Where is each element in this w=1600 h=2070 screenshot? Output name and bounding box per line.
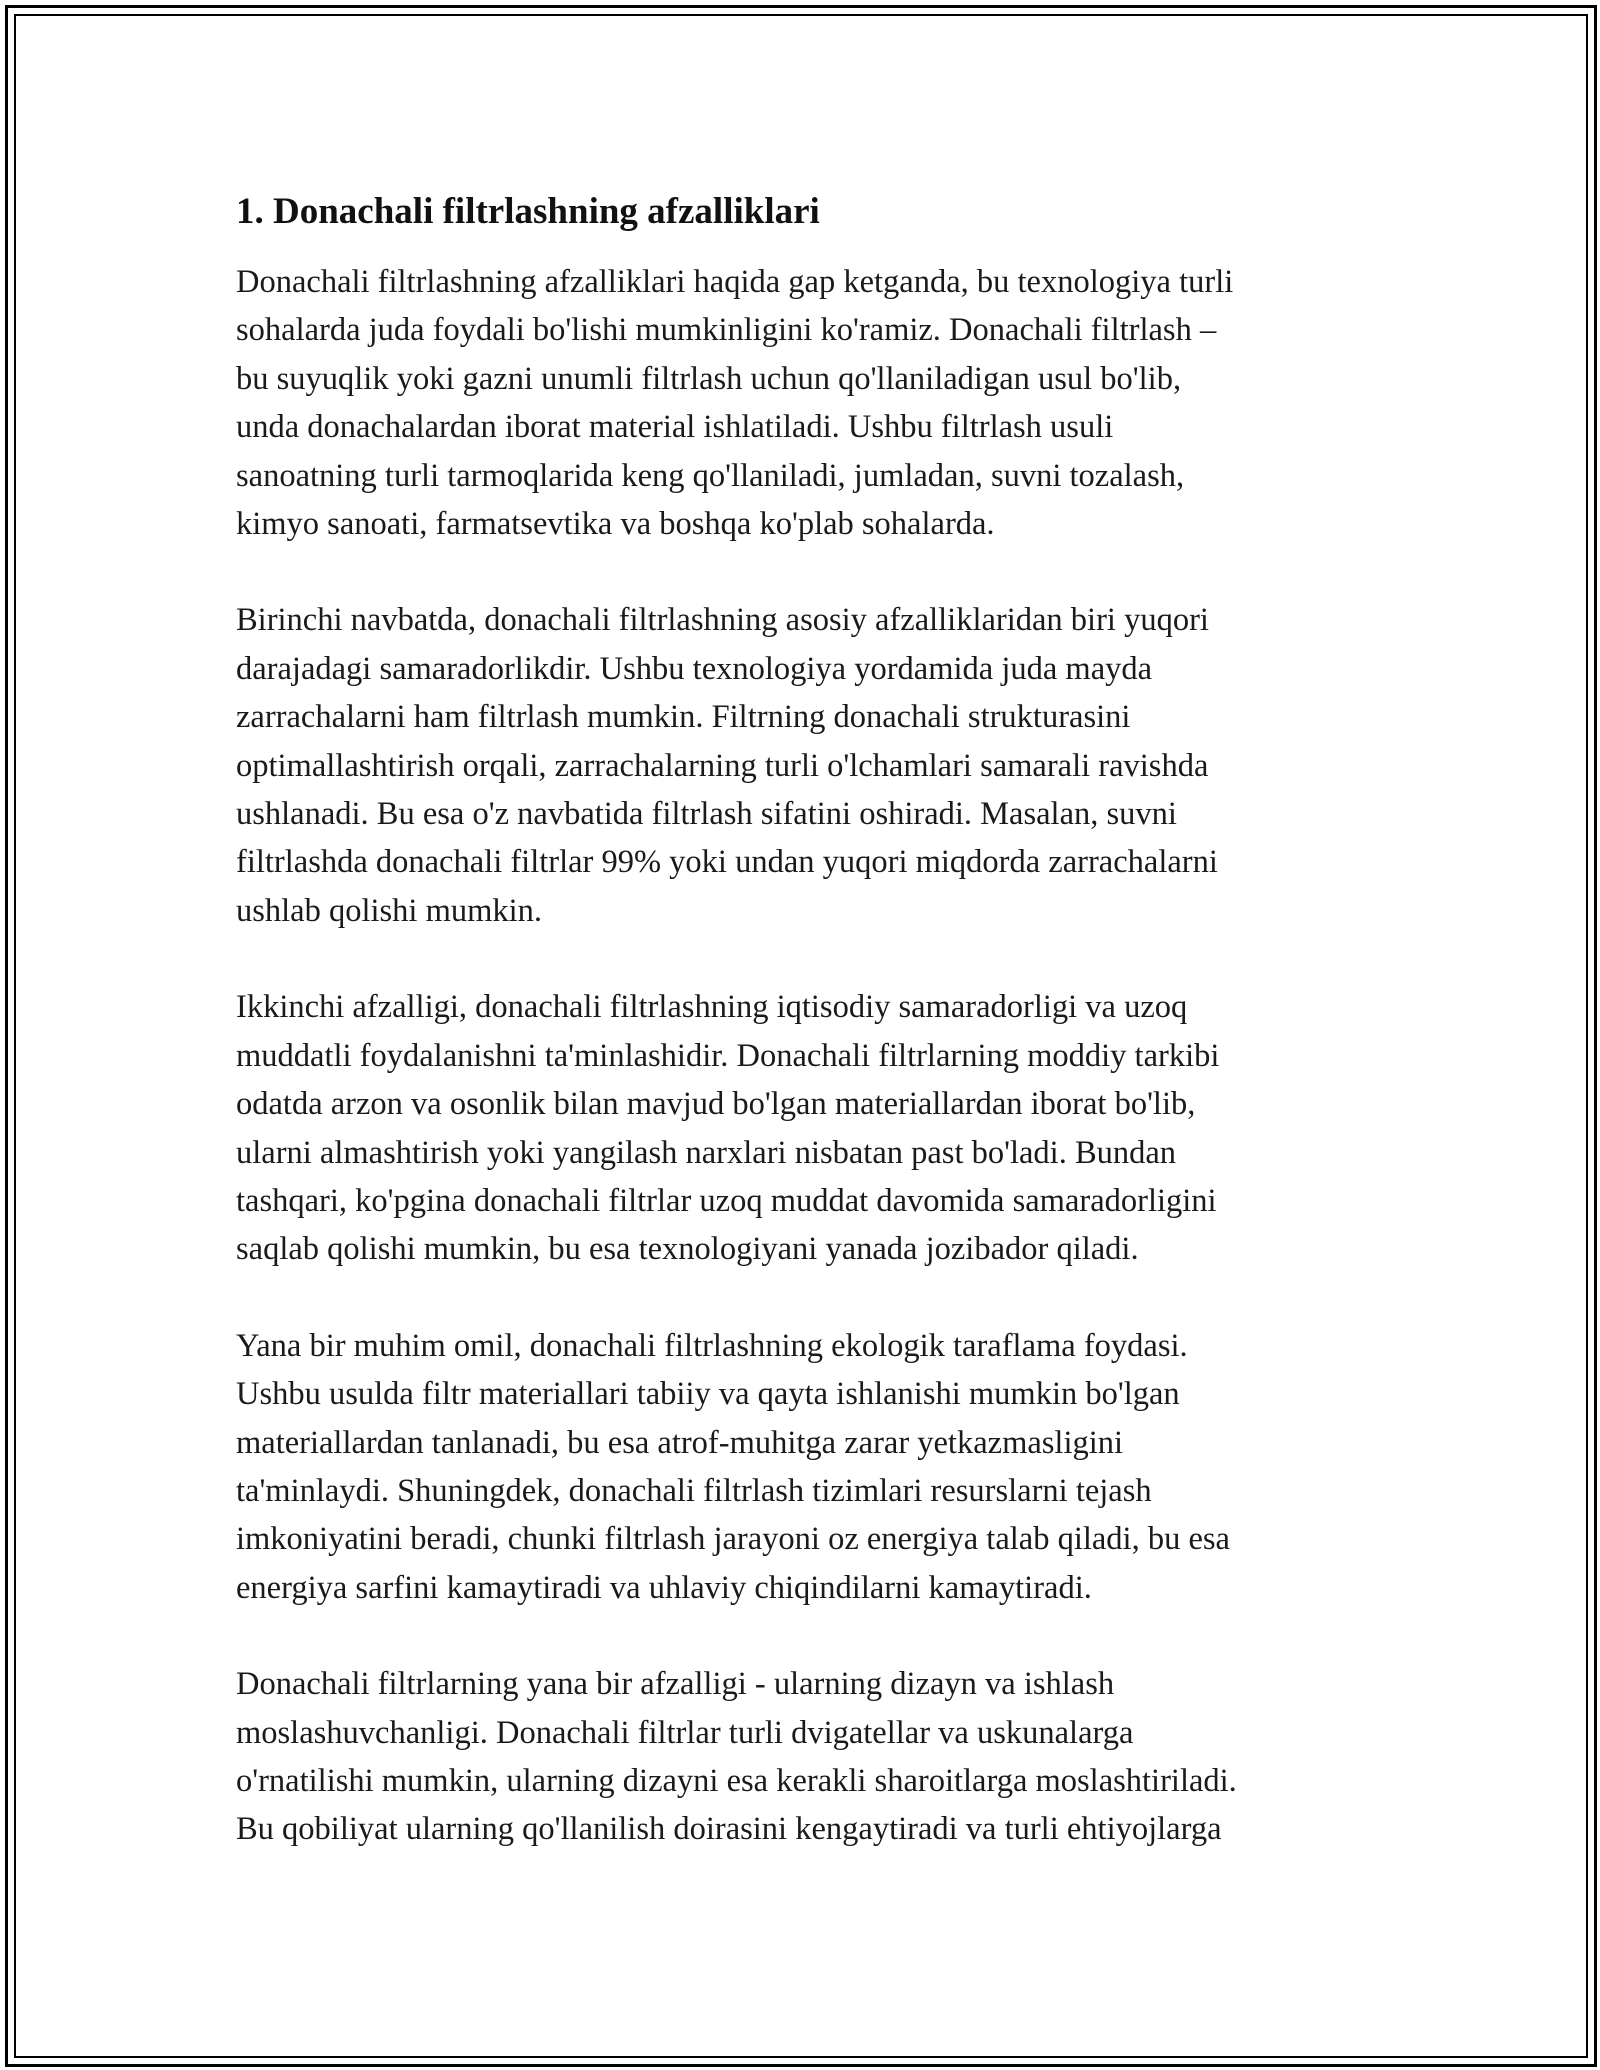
text-line: unda donachalardan iborat material ishlatiladi. Ushbu filtrlash usuli (236, 409, 1114, 446)
section-heading: 1. Donachali filtrlashning afzalliklari (236, 191, 820, 232)
text-line: tashqari, ko'pgina donachali filtrlar uzoq muddat davomida samaradorligini (236, 1182, 1217, 1219)
text-line: ushlanadi. Bu esa o'z navbatida filtrlash sifatini oshiradi. Masalan, suvni (236, 796, 1177, 833)
text-line: sohalarda juda foydali bo'lishi mumkinligini ko'ramiz. Donachali filtrlash – (236, 312, 1217, 349)
text-line: ta'minlaydi. Shuningdek, donachali filtrlash tizimlari resurslarni tejash (236, 1472, 1152, 1509)
text-line: Donachali filtrlarning yana bir afzalligi - ularning dizayn va ishlash (236, 1666, 1115, 1703)
paragraph-3 (236, 983, 1376, 1273)
paragraph-2 (236, 596, 1376, 935)
text-line: o'rnatilishi mumkin, ularning dizayni esa kerakli sharoitlarga moslashtiriladi. (236, 1762, 1237, 1799)
text-line: imkoniyatini beradi, chunki filtrlash jarayoni oz energiya talab qiladi, bu esa (236, 1521, 1230, 1558)
text-line: darajadagi samaradorlikdir. Ushbu texnologiya yordamida juda mayda (236, 650, 1153, 687)
text-line: Bu qobiliyat ularning qo'llanilish doirasini kengaytiradi va turli ehtiyojlarga (236, 1811, 1222, 1848)
text-line: kimyo sanoati, farmatsevtika va boshqa ko'plab sohalarda. (236, 506, 995, 543)
text-line: energiya sarfini kamaytiradi va uhlaviy chiqindilarni kamaytiradi. (236, 1569, 1092, 1606)
text-line: sanoatning turli tarmoqlarida keng qo'llaniladi, jumladan, suvni tozalash, (236, 457, 1185, 494)
text-line: Donachali filtrlashning afzalliklari haqida gap ketganda, bu texnologiya turli (236, 264, 1234, 300)
text-line: Ushbu usulda filtr materiallari tabiiy va qayta ishlanishi mumkin bo'lgan (236, 1376, 1180, 1413)
text-line: zarrachalarni ham filtrlash mumkin. Filtrning donachali strukturasini (236, 699, 1131, 736)
text-line: ularni almashtirish yoki yangilash narxlari nisbatan past bo'ladi. Bundan (236, 1134, 1177, 1171)
text-line: odatda arzon va osonlik bilan mavjud bo'lgan materiallardan iborat bo'lib, (236, 1086, 1196, 1123)
text-line: moslashuvchanligi. Donachali filtrlar turli dvigatellar va uskunalarga (236, 1714, 1134, 1751)
paragraph-5 (236, 1660, 1376, 1854)
text-line: filtrlashda donachali filtrlar 99% yoki undan yuqori miqdorda zarrachalarni (236, 844, 1218, 881)
text-line: saqlab qolishi mumkin, bu esa texnologiyani yanada jozibador qiladi. (236, 1231, 1139, 1268)
text-line: materiallardan tanlanadi, bu esa atrof-muhitga zarar yetkazmasligini (236, 1424, 1124, 1461)
text-line: optimallashtirish orqali, zarrachalarning turli o'lchamlari samarali ravishda (236, 747, 1209, 784)
text-line: bu suyuqlik yoki gazni unumli filtrlash uchun qo'llaniladigan usul bo'lib, (236, 360, 1182, 397)
document-body (236, 186, 1376, 1902)
text-line: Birinchi navbatda, donachali filtrlashning asosiy afzalliklaridan biri yuqori (236, 602, 1209, 639)
paragraph-1 (236, 258, 1376, 548)
text-line: ushlab qolishi mumkin. (236, 892, 543, 929)
text-line: muddatli foydalanishni ta'minlashidir. Donachali filtrlarning moddiy tarkibi (236, 1037, 1220, 1074)
paragraph-4 (236, 1322, 1376, 1612)
text-line: Ikkinchi afzalligi, donachali filtrlashning iqtisodiy samaradorligi va uzoq (236, 989, 1188, 1026)
text-line: Yana bir muhim omil, donachali filtrlashning ekologik taraflama foydasi. (236, 1327, 1188, 1364)
